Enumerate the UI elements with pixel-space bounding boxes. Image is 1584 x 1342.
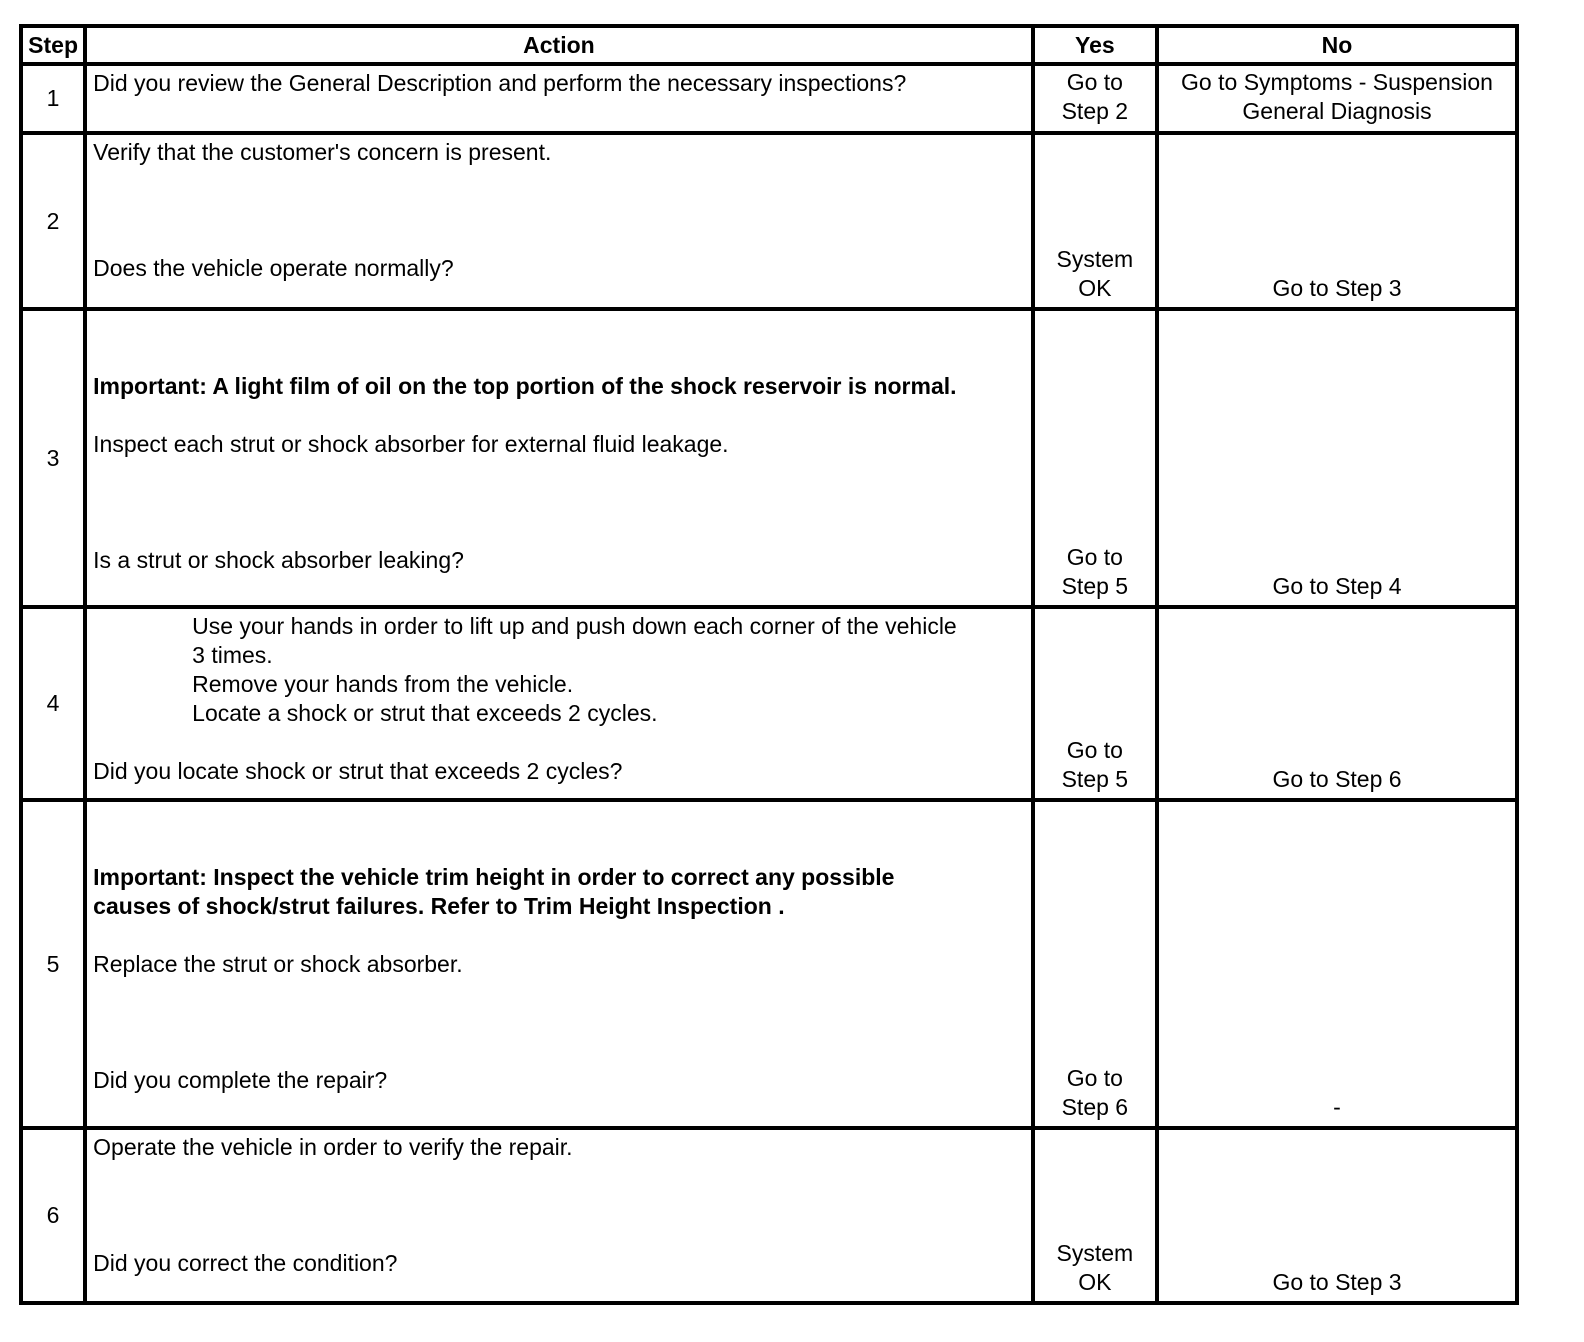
procedure-line: 3 times. [192,642,273,668]
yes-line: OK [1078,275,1112,301]
no-line: Go to Step 3 [1272,275,1402,301]
step-number: 1 [21,64,85,133]
yes-cell [1033,309,1157,607]
yes-line: System [1056,246,1134,272]
no-line: General Diagnosis [1242,98,1432,124]
yes-line: System [1056,1240,1134,1266]
yes-cell [1033,800,1157,1128]
yes-line: Go to [1066,544,1123,570]
header-yes: Yes [1033,26,1157,64]
table-row [21,800,1517,1128]
spacer [93,401,1023,430]
important-note: Important: Inspect the vehicle trim height in order to correct any possible [93,864,895,890]
diagnostic-table [19,24,1519,1305]
table-row [21,1128,1517,1303]
header-no: No [1157,26,1517,64]
spacer [93,979,1023,1066]
yes-cell [1033,1128,1157,1303]
procedure-line: Use your hands in order to lift up and push down each corner of the vehicle [192,613,957,639]
no-cell [1157,607,1517,800]
action-question: Did you locate shock or strut that exceeds 2 cycles? [93,758,623,784]
action-text: Replace the strut or shock absorber. [93,951,463,977]
no-line: Go to Symptoms - Suspension [1181,69,1493,95]
action-question: Is a strut or shock absorber leaking? [93,547,464,573]
action-cell [85,309,1033,607]
procedure-line: Locate a shock or strut that exceeds 2 cycles. [192,700,658,726]
yes-line: Go to [1066,737,1123,763]
action-question: Did you complete the repair? [93,1067,388,1093]
table-row [21,607,1517,800]
yes-line: Step 6 [1061,1094,1129,1120]
step-number: 6 [21,1128,85,1303]
no-cell [1157,133,1517,309]
no-line: Go to Step 6 [1272,766,1402,792]
action-cell [85,133,1033,309]
action-cell [85,64,1033,133]
no-cell [1157,1128,1517,1303]
no-line: Go to Step 4 [1272,573,1402,599]
table-row [21,64,1517,133]
yes-cell [1033,607,1157,800]
action-text: Verify that the customer's concern is present. [93,139,552,165]
table-row [21,309,1517,607]
action-cell [85,1128,1033,1303]
yes-line: OK [1078,1269,1112,1295]
action-text: Operate the vehicle in order to verify the repair. [93,1134,573,1160]
header-row [21,26,1517,64]
yes-cell [1033,64,1157,133]
header-step: Step [21,26,85,64]
header-action: Action [85,26,1033,64]
action-cell [85,800,1033,1128]
action-question: Did you review the General Description and perform the necessary inspections? [93,70,907,96]
spacer [93,805,1023,863]
spacer [93,728,1023,757]
spacer [93,921,1023,950]
step-number: 5 [21,800,85,1128]
action-question: Did you correct the condition? [93,1250,398,1276]
action-cell [85,607,1033,800]
yes-line: Go to [1066,69,1123,95]
spacer [93,167,1023,254]
no-cell [1157,800,1517,1128]
yes-line: Step 5 [1061,573,1129,599]
yes-line: Step 5 [1061,766,1129,792]
yes-cell [1033,133,1157,309]
spacer [93,459,1023,546]
procedure-line: Remove your hands from the vehicle. [192,671,574,697]
no-line: Go to Step 3 [1272,1269,1402,1295]
step-number: 2 [21,133,85,309]
action-question: Does the vehicle operate normally? [93,255,454,281]
no-cell [1157,309,1517,607]
no-line: - [1333,1094,1341,1120]
spacer [93,1162,1023,1249]
step-number: 3 [21,309,85,607]
step-number: 4 [21,607,85,800]
yes-line: Go to [1066,1065,1123,1091]
spacer [93,314,1023,372]
yes-line: Step 2 [1061,98,1129,124]
important-note: causes of shock/strut failures. Refer to Trim Height Inspection . [93,893,785,919]
action-text: Inspect each strut or shock absorber for external fluid leakage. [93,431,729,457]
important-note: Important: A light film of oil on the top portion of the shock reservoir is normal. [93,373,957,399]
no-cell [1157,64,1517,133]
table-row [21,133,1517,309]
